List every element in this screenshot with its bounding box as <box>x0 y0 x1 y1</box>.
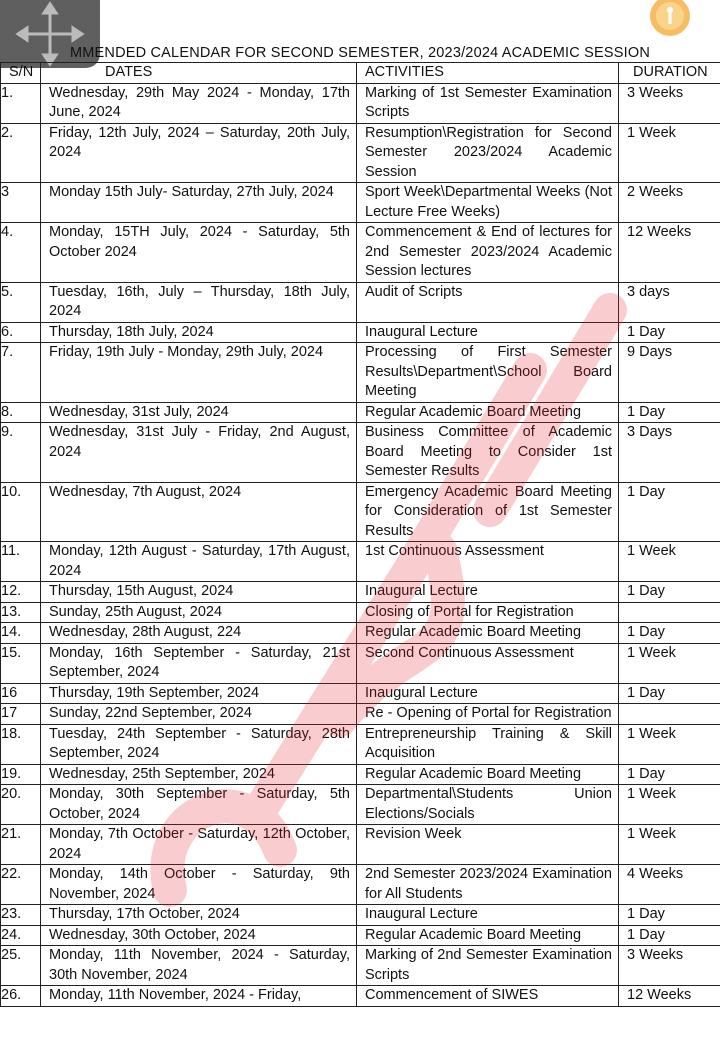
row-activity: Second Continuous Assessment <box>357 643 619 683</box>
table-row <box>1 704 720 725</box>
table-row <box>1 183 720 223</box>
row-duration: 1 Week <box>619 785 720 825</box>
table-row <box>1 83 720 123</box>
table-row <box>1 402 720 423</box>
row-dates: Monday, 16th September - Saturday, 21st September, 2024 <box>41 643 357 683</box>
row-dates: Wednesday, 28th August, 224 <box>41 623 357 644</box>
row-sn: 19. <box>1 764 41 785</box>
row-activity: Revision Week <box>357 825 619 865</box>
row-dates: Sunday, 25th August, 2024 <box>41 602 357 623</box>
row-activity: Business Committee of Academic Board Meeting to Consider 1st Semester Results <box>357 423 619 483</box>
table-row <box>1 602 720 623</box>
table-row <box>1 482 720 542</box>
row-dates: Tuesday, 24th September - Saturday, 28th September, 2024 <box>41 724 357 764</box>
row-dates: Monday 15th July- Saturday, 27th July, 2024 <box>41 183 357 223</box>
row-sn: 8. <box>1 402 41 423</box>
table-row <box>1 724 720 764</box>
row-sn: 13. <box>1 602 41 623</box>
row-sn: 7. <box>1 343 41 403</box>
row-activity: Audit of Scripts <box>357 282 619 322</box>
row-duration <box>619 602 720 623</box>
table-row <box>1 542 720 582</box>
row-duration: 1 Day <box>619 623 720 644</box>
column-header-activities: ACTIVITIES <box>357 63 619 84</box>
row-dates: Friday, 12th July, 2024 – Saturday, 20th July, 2024 <box>41 123 357 183</box>
row-duration: 3 Weeks <box>619 946 720 986</box>
row-duration: 2 Weeks <box>619 183 720 223</box>
row-duration: 1 Day <box>619 322 720 343</box>
row-sn: 6. <box>1 322 41 343</box>
row-activity: Entrepreneurship Training & Skill Acquisition <box>357 724 619 764</box>
row-activity: Emergency Academic Board Meeting for Consideration of 1st Semester Results <box>357 482 619 542</box>
document-title: MMENDED CALENDAR FOR SECOND SEMESTER, 2023/2024 ACADEMIC SESSION <box>69 45 651 61</box>
row-dates: Wednesday, 7th August, 2024 <box>41 482 357 542</box>
column-header-sn: S/N <box>1 63 41 84</box>
row-duration: 4 Weeks <box>619 865 720 905</box>
row-duration: 1 Day <box>619 582 720 603</box>
row-dates: Thursday, 19th September, 2024 <box>41 683 357 704</box>
row-activity: Regular Academic Board Meeting <box>357 925 619 946</box>
row-activity: Inaugural Lecture <box>357 582 619 603</box>
row-sn: 14. <box>1 623 41 644</box>
row-dates: Monday, 15TH July, 2024 - Saturday, 5th October 2024 <box>41 223 357 283</box>
row-dates: Monday, 11th November, 2024 - Friday, <box>41 986 357 1007</box>
row-activity: Re - Opening of Portal for Registration <box>357 704 619 725</box>
row-duration: 1 Day <box>619 482 720 542</box>
row-duration <box>619 704 720 725</box>
row-dates: Wednesday, 25th September, 2024 <box>41 764 357 785</box>
row-activity: Regular Academic Board Meeting <box>357 402 619 423</box>
row-sn: 20. <box>1 785 41 825</box>
row-activity: Departmental\Students Union Elections/Socials <box>357 785 619 825</box>
row-sn: 15. <box>1 643 41 683</box>
table-row <box>1 764 720 785</box>
table-row <box>1 865 720 905</box>
row-sn: 21. <box>1 825 41 865</box>
row-activity: Inaugural Lecture <box>357 683 619 704</box>
row-sn: 9. <box>1 423 41 483</box>
row-dates: Friday, 19th July - Monday, 29th July, 2024 <box>41 343 357 403</box>
table-row <box>1 322 720 343</box>
row-duration: 1 Week <box>619 825 720 865</box>
table-row <box>1 623 720 644</box>
row-sn: 10. <box>1 482 41 542</box>
row-duration: 1 Week <box>619 542 720 582</box>
row-dates: Thursday, 15th August, 2024 <box>41 582 357 603</box>
row-activity: Commencement & End of lectures for 2nd Semester 2023/2024 Academic Session lectures <box>357 223 619 283</box>
table-row <box>1 946 720 986</box>
row-sn: 1. <box>1 83 41 123</box>
row-activity: Regular Academic Board Meeting <box>357 623 619 644</box>
row-sn: 16 <box>1 683 41 704</box>
row-activity: Sport Week\Departmental Weeks (Not Lecture Free Weeks) <box>357 183 619 223</box>
row-activity: Marking of 2nd Semester Examination Scripts <box>357 946 619 986</box>
institution-logo-icon <box>644 0 696 40</box>
row-sn: 4. <box>1 223 41 283</box>
table-row <box>1 986 720 1007</box>
row-activity: Processing of First Semester Results\Department\School Board Meeting <box>357 343 619 403</box>
row-activity: Inaugural Lecture <box>357 322 619 343</box>
row-duration: 12 Weeks <box>619 223 720 283</box>
row-activity: Resumption\Registration for Second Semester 2023/2024 Academic Session <box>357 123 619 183</box>
row-dates: Tuesday, 16th, July – Thursday, 18th July, 2024 <box>41 282 357 322</box>
row-dates: Sunday, 22nd September, 2024 <box>41 704 357 725</box>
table-row <box>1 343 720 403</box>
row-sn: 24. <box>1 925 41 946</box>
row-dates: Monday, 14th October - Saturday, 9th November, 2024 <box>41 865 357 905</box>
table-row <box>1 925 720 946</box>
row-activity: 1st Continuous Assessment <box>357 542 619 582</box>
row-duration: 3 Days <box>619 423 720 483</box>
row-duration: 1 Week <box>619 643 720 683</box>
table-row <box>1 825 720 865</box>
row-sn: 2. <box>1 123 41 183</box>
table-row <box>1 582 720 603</box>
row-dates: Thursday, 17th October, 2024 <box>41 905 357 926</box>
row-sn: 11. <box>1 542 41 582</box>
row-activity: 2nd Semester 2023/2024 Examination for All Students <box>357 865 619 905</box>
row-sn: 23. <box>1 905 41 926</box>
row-duration: 1 Day <box>619 764 720 785</box>
table-row <box>1 905 720 926</box>
row-activity: Inaugural Lecture <box>357 905 619 926</box>
table-row <box>1 223 720 283</box>
table-row <box>1 123 720 183</box>
row-duration: 1 Week <box>619 724 720 764</box>
row-dates: Monday, 30th September - Saturday, 5th October, 2024 <box>41 785 357 825</box>
row-sn: 26. <box>1 986 41 1007</box>
row-duration: 1 Day <box>619 683 720 704</box>
row-sn: 12. <box>1 582 41 603</box>
row-dates: Monday, 12th August - Saturday, 17th August, 2024 <box>41 542 357 582</box>
column-header-duration: DURATION <box>619 63 720 84</box>
row-duration: 9 Days <box>619 343 720 403</box>
row-dates: Monday, 11th November, 2024 - Saturday, 30th November, 2024 <box>41 946 357 986</box>
row-duration: 1 Day <box>619 925 720 946</box>
row-duration: 3 days <box>619 282 720 322</box>
row-sn: 22. <box>1 865 41 905</box>
table-row <box>1 423 720 483</box>
row-activity: Closing of Portal for Registration <box>357 602 619 623</box>
row-duration: 1 Week <box>619 123 720 183</box>
row-duration: 1 Day <box>619 905 720 926</box>
table-row <box>1 282 720 322</box>
table-row <box>1 683 720 704</box>
row-sn: 5. <box>1 282 41 322</box>
table-header-row <box>1 63 720 84</box>
row-dates: Wednesday, 31st July, 2024 <box>41 402 357 423</box>
row-sn: 17 <box>1 704 41 725</box>
table-row <box>1 785 720 825</box>
row-duration: 12 Weeks <box>619 986 720 1007</box>
row-dates: Monday, 7th October - Saturday, 12th October, 2024 <box>41 825 357 865</box>
row-activity: Marking of 1st Semester Examination Scripts <box>357 83 619 123</box>
row-dates: Wednesday, 30th October, 2024 <box>41 925 357 946</box>
calendar-table <box>0 62 720 1007</box>
column-header-dates: DATES <box>41 63 357 84</box>
table-row <box>1 643 720 683</box>
row-sn: 3 <box>1 183 41 223</box>
row-activity: Commencement of SIWES <box>357 986 619 1007</box>
row-activity: Regular Academic Board Meeting <box>357 764 619 785</box>
row-dates: Wednesday, 31st July - Friday, 2nd August, 2024 <box>41 423 357 483</box>
row-sn: 25. <box>1 946 41 986</box>
row-sn: 18. <box>1 724 41 764</box>
row-duration: 1 Day <box>619 402 720 423</box>
row-duration: 3 Weeks <box>619 83 720 123</box>
row-dates: Thursday, 18th July, 2024 <box>41 322 357 343</box>
row-dates: Wednesday, 29th May 2024 - Monday, 17th June, 2024 <box>41 83 357 123</box>
